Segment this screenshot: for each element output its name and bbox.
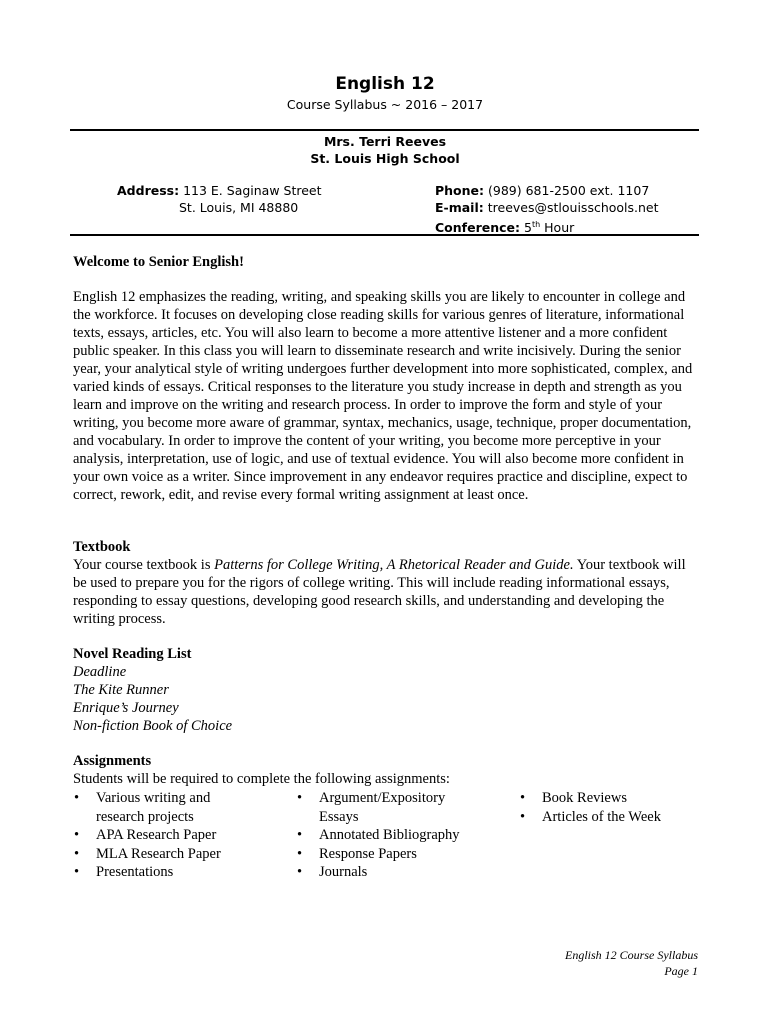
- list-item: • Presentations: [74, 864, 174, 881]
- list-item: • Annotated Bibliography: [297, 827, 460, 844]
- list-item: • Articles of the Week: [520, 808, 661, 825]
- bullet-icon: •: [520, 790, 526, 806]
- list-item: • APA Research Paper: [74, 827, 217, 844]
- welcome-heading: Welcome to Senior English!: [73, 254, 244, 270]
- school-name: St. Louis High School: [310, 151, 460, 166]
- novel-heading: Novel Reading List: [73, 646, 192, 662]
- conference-suffix: th: [531, 220, 541, 229]
- header-top-rule: [70, 129, 699, 131]
- welcome-section: [73, 253, 698, 504]
- teacher-name: Mrs. Terri Reeves: [323, 134, 447, 149]
- list-item: • MLA Research Paper: [74, 845, 221, 862]
- list-item: • Various writing and research projects: [74, 790, 211, 825]
- bullet-icon: •: [297, 827, 303, 844]
- conference-unit: Hour: [544, 220, 575, 236]
- assignments-heading: Assignments: [73, 753, 152, 769]
- page-footer: [565, 947, 698, 979]
- email-label: E-mail:: [435, 200, 484, 215]
- bullet-icon: •: [74, 790, 80, 806]
- bullet-icon: •: [74, 827, 80, 844]
- novel-item: Non-fiction Book of Choice: [73, 718, 233, 734]
- list-item: • Journals: [297, 864, 368, 881]
- bullet-icon: •: [74, 864, 80, 881]
- assignments-col2: [297, 789, 497, 882]
- bullet-icon: •: [297, 790, 303, 806]
- bullet-icon: •: [297, 864, 303, 881]
- list-item: • Book Reviews: [520, 790, 627, 806]
- textbook-text-before: Your course textbook is: [73, 557, 215, 573]
- novel-item: Enrique’s Journey: [73, 700, 179, 716]
- address-line1: 113 E. Saginaw Street: [183, 183, 322, 198]
- textbook-text-after: Your textbook will be used to prepare you for the rigors of college writing. This will include reading informational essays, responding to essay questions, developing good research skills, and understanding and developing the writing process.: [73, 557, 686, 627]
- conference-number: 5: [524, 220, 532, 236]
- list-item: • Argument/Expository Essays: [297, 790, 446, 825]
- conference-label: Conference:: [435, 220, 521, 236]
- bullet-icon: •: [74, 845, 80, 862]
- header-bottom-rule: [70, 234, 699, 236]
- novel-item: The Kite Runner: [73, 682, 169, 698]
- page-subtitle: Course Syllabus ~ 2016 – 2017: [286, 97, 484, 112]
- footer-title: English 12 Course Syllabus: [564, 948, 698, 962]
- list-item: • Response Papers: [297, 845, 417, 862]
- contact-block: [435, 182, 659, 236]
- bullet-icon: •: [520, 808, 526, 825]
- bullet-icon: •: [297, 845, 303, 862]
- phone-value: (989) 681-2500 ext. 1107: [488, 183, 650, 198]
- welcome-paragraph: English 12 emphasizes the reading, writing, and speaking skills you are likely to encounter in college and the workforce. It focuses on developing close reading skills for various genres of literature, informational texts, essays, articles, etc. You will also learn to become a more attentive listener and a more confident public speaker. In this class you will learn to disseminate research and write incisively. During the senior year, your analytical style of writing undergoes further development into more sophisticated, complex, and varied kinds of essays. Critical responses to the literature you study increase in depth and strength as you learn and improve on the writing and research process. In order to improve the form and style of your writing, you become more aware of grammar, syntax, mechanics, usage, technique, proper documentation, and vocabulary. In order to improve the content of your writing, you become more perceptive in your analysis, interpretation, use of logic, and use of textual evidence. You will also become more confident in your own voice as a writer. Since improvement in any endeavor requires practice and discipline, expect to correct, rework, edit, and revise every formal writing assignment at least once.: [73, 289, 693, 503]
- assignments-intro: Students will be required to complete the following assignments:: [73, 771, 450, 787]
- assignments-section: [73, 752, 698, 788]
- textbook-heading: Textbook: [73, 539, 131, 555]
- novel-section: [73, 645, 698, 735]
- novel-item: Deadline: [73, 664, 127, 680]
- textbook-paragraph: [73, 556, 698, 628]
- page-title: English 12: [335, 74, 435, 94]
- address-label: Address:: [117, 183, 180, 198]
- assignments-col1: [74, 789, 254, 882]
- address-line2: St. Louis, MI 48880: [179, 200, 299, 215]
- phone-label: Phone:: [435, 183, 485, 198]
- textbook-title: Patterns for College Writing, A Rhetorical Reader and Guide.: [214, 557, 574, 573]
- email-value: treeves@stlouisschools.net: [487, 200, 659, 215]
- page-number: Page 1: [664, 964, 698, 978]
- address-block: [117, 182, 322, 216]
- assignments-col3: [520, 789, 700, 826]
- textbook-section: [73, 538, 698, 628]
